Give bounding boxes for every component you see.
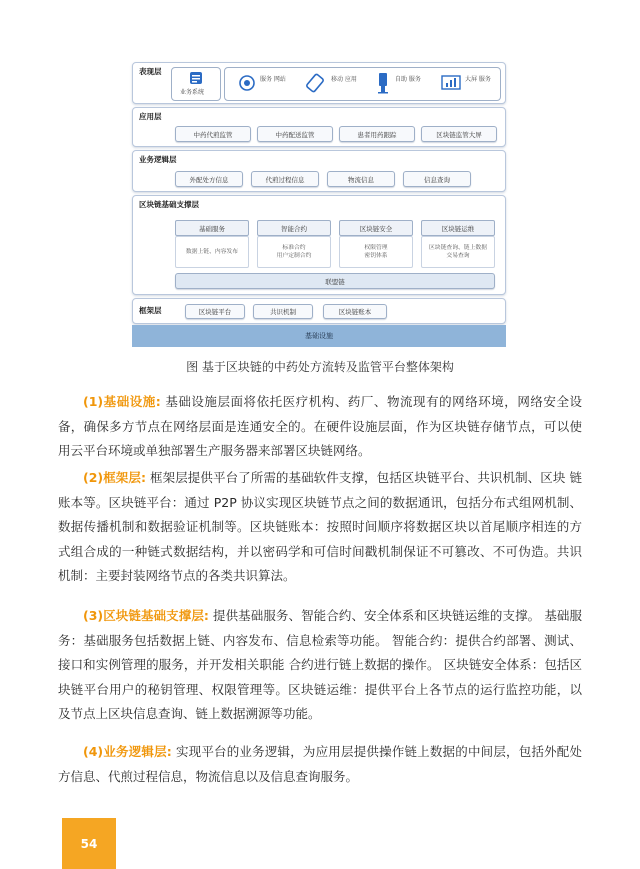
module-detail: 标准合约 用户定制合约	[257, 236, 331, 268]
module-detail: 数据上链、内容发布	[175, 236, 249, 268]
service-portal-icon	[239, 75, 255, 91]
paragraph-heading: (2)框架层:	[83, 470, 146, 485]
layer-title: 应用层	[139, 112, 162, 121]
module-header: 区块链安全	[339, 220, 413, 236]
application-layer	[132, 107, 506, 147]
business-item: 外配处方信息	[175, 171, 243, 187]
paragraph-4	[58, 740, 582, 789]
app-item: 中药代煎监管	[175, 126, 251, 142]
layer-title: 区块链基础支撑层	[139, 200, 199, 209]
paragraph-heading: (1)基础设施:	[83, 394, 161, 409]
paragraph-2	[58, 466, 582, 589]
figure-caption: 图 基于区块链的中药处方流转及监管平台整体架构	[186, 360, 454, 374]
app-item: 患者用药跟踪	[339, 126, 415, 142]
paragraph-text: 提供基础服务、智能合约、安全体系和区块链运维的支撑。 基础服务：基础服务包括数据上链、内容发布、信息检索等功能。 智能合约：提供合约部署、测试、接口和实例管理的服务，并开发相关职能 合约进行链上数据的操作。 区块链安全体系：包括区块链平台用户的秘钥管理、权限管理等。区块链运维：提供平台上各节点的运行监控功能，以及节点上区块信息查询、链上数据溯源等功能。	[58, 608, 583, 721]
business-system-card	[171, 67, 221, 101]
framework-item: 区块链账本	[323, 304, 387, 319]
paragraph-text: 基础设施层面将依托医疗机构、药厂、物流现有的网络环境，网络安全设备，确保多方节点在网络层面是连通安全的。在硬件设施层面，作为区块链存储节点，可以使用云平台环境或单独部署生产服务器来部署区块链网络。	[58, 394, 582, 458]
screen-chart-icon	[441, 73, 461, 93]
paragraph-text: 实现平台的业务逻辑，为应用层提供操作链上数据的中间层，包括外配处方信息、代煎过程信息，物流信息以及信息查询服务。	[58, 744, 582, 784]
paragraph-heading: (3)区块链基础支撑层:	[83, 608, 209, 623]
infrastructure-bar: 基础设施	[132, 325, 506, 347]
framework-item: 区块链平台	[185, 304, 245, 319]
icon-label: 服务 网站	[260, 76, 286, 83]
module-header: 智能合约	[257, 220, 331, 236]
paragraph-text: 框架层提供平台了所需的基础软件支撑，包括区块链平台、共识机制、区块 链账本等。区块链平台：通过 P2P 协议实现区块链节点之间的数据通讯，包括分布式组网机制、数据传播机制和数据验证机制等。区块链账本：按照时间顺序将数据区块以首尾顺序相连的方式组合成的一种链式数据结构，并以密码学和可信时间戳机制保证不可篡改、不可伪造。共识机制：主要封装网络节点的各类共识算法。	[58, 470, 583, 583]
business-item: 物流信息	[327, 171, 395, 187]
module-detail: 权限管理 密钥体系	[339, 236, 413, 268]
layer-title: 业务逻辑层	[139, 155, 177, 164]
module-header: 基础服务	[175, 220, 249, 236]
icon-label: 移动 应用	[331, 76, 357, 83]
layer-title: 框架层	[139, 306, 162, 315]
paragraph-3	[58, 604, 582, 727]
business-item: 代煎过程信息	[251, 171, 319, 187]
app-window-icon	[189, 71, 203, 85]
module-detail: 区块链查询、链上数据 交易查询	[421, 236, 495, 268]
icon-label: 业务系统	[180, 89, 205, 96]
icon-label: 自助 服务	[395, 76, 421, 83]
architecture-diagram	[132, 62, 506, 348]
framework-item: 共识机制	[253, 304, 313, 319]
blockchain-support-layer	[132, 195, 506, 295]
icon-label: 大屏 服务	[465, 76, 491, 83]
presentation-layer	[132, 62, 506, 104]
app-item: 区块链监管大屏	[421, 126, 497, 142]
business-item: 信息查询	[403, 171, 471, 187]
service-channels-card	[224, 67, 501, 101]
framework-layer	[132, 298, 506, 324]
layer-title: 表现层	[139, 67, 162, 76]
module-header: 区块链运维	[421, 220, 495, 236]
business-logic-layer	[132, 150, 506, 192]
paragraph-heading: (4)业务逻辑层:	[83, 744, 172, 759]
kiosk-icon	[377, 72, 389, 94]
app-item: 中药配送监管	[257, 126, 333, 142]
mobile-app-icon	[305, 73, 325, 93]
alliance-chain-bar: 联盟链	[175, 273, 495, 289]
paragraph-1	[58, 390, 582, 464]
page-number: 54	[62, 818, 116, 869]
